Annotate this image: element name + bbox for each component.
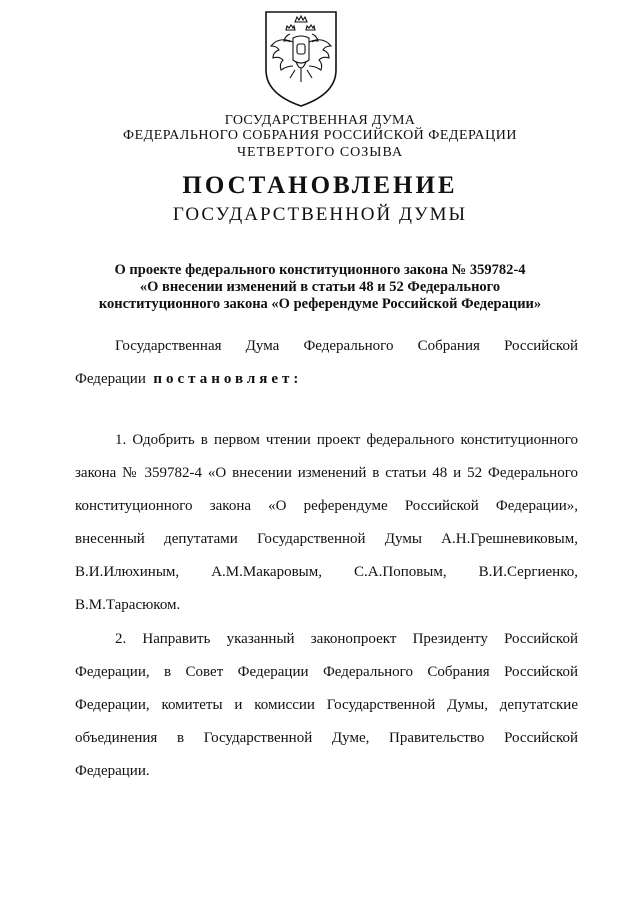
subject-line: конституционного закона «О референдуме Российской Федерации» [98,296,542,312]
subject-line: «О внесении изменений в статьи 48 и 52 Федерального [139,279,501,295]
body-line: конституционного закона «О референдуме Российской Федерации», [75,498,578,514]
body-line: 1. Одобрить в первом чтении проект федерального конституционного [115,432,578,448]
subject-line: О проекте федерального конституционного закона № 359782-4 [114,262,526,278]
resolution-keyword: постановляет: [153,371,303,387]
document-subtitle: ГОСУДАРСТВЕННОЙ ДУМЫ [172,204,468,225]
state-emblem-icon [262,10,340,108]
body-line: Федерации, комитеты и комиссии Государственной Думы, депутатские [75,697,578,713]
header-line-1: ГОСУДАРСТВЕННАЯ ДУМА [224,113,416,128]
preamble-text: Федерации [75,371,146,387]
resolution-item-2 [75,623,578,788]
header-line-2: ФЕДЕРАЛЬНОГО СОБРАНИЯ РОССИЙСКОЙ ФЕДЕРАЦИИ [123,128,517,143]
body-line: В.М.Тарасюком. [75,597,181,613]
body-line: закона № 359782-4 «О внесении изменений в статьи 48 и 52 Федерального [75,465,578,481]
body-line: объединения в Государственной Думе, Правительство Российской [75,730,578,746]
body-line: Федерации. [75,763,150,779]
document-title: ПОСТАНОВЛЕНИЕ [182,172,458,199]
preamble [75,330,578,396]
body-line: 2. Направить указанный законопроект Президенту Российской [115,631,578,647]
body-line: Федерации, в Совет Федерации Федерального Собрания Российской [75,664,578,680]
body-line [75,363,578,396]
body-line: внесенный депутатами Государственной Думы А.Н.Грешневиковым, [75,531,578,547]
document-subject [60,262,580,313]
header-line-3: ЧЕТВЕРТОГО СОЗЫВА [236,145,404,160]
body-line: В.И.Илюхиным, А.М.Макаровым, С.А.Поповым, В.И.Сергиенко, [75,564,578,580]
resolution-item-1 [75,424,578,622]
body-line: Государственная Дума Федерального Собрания Российской [115,338,578,354]
